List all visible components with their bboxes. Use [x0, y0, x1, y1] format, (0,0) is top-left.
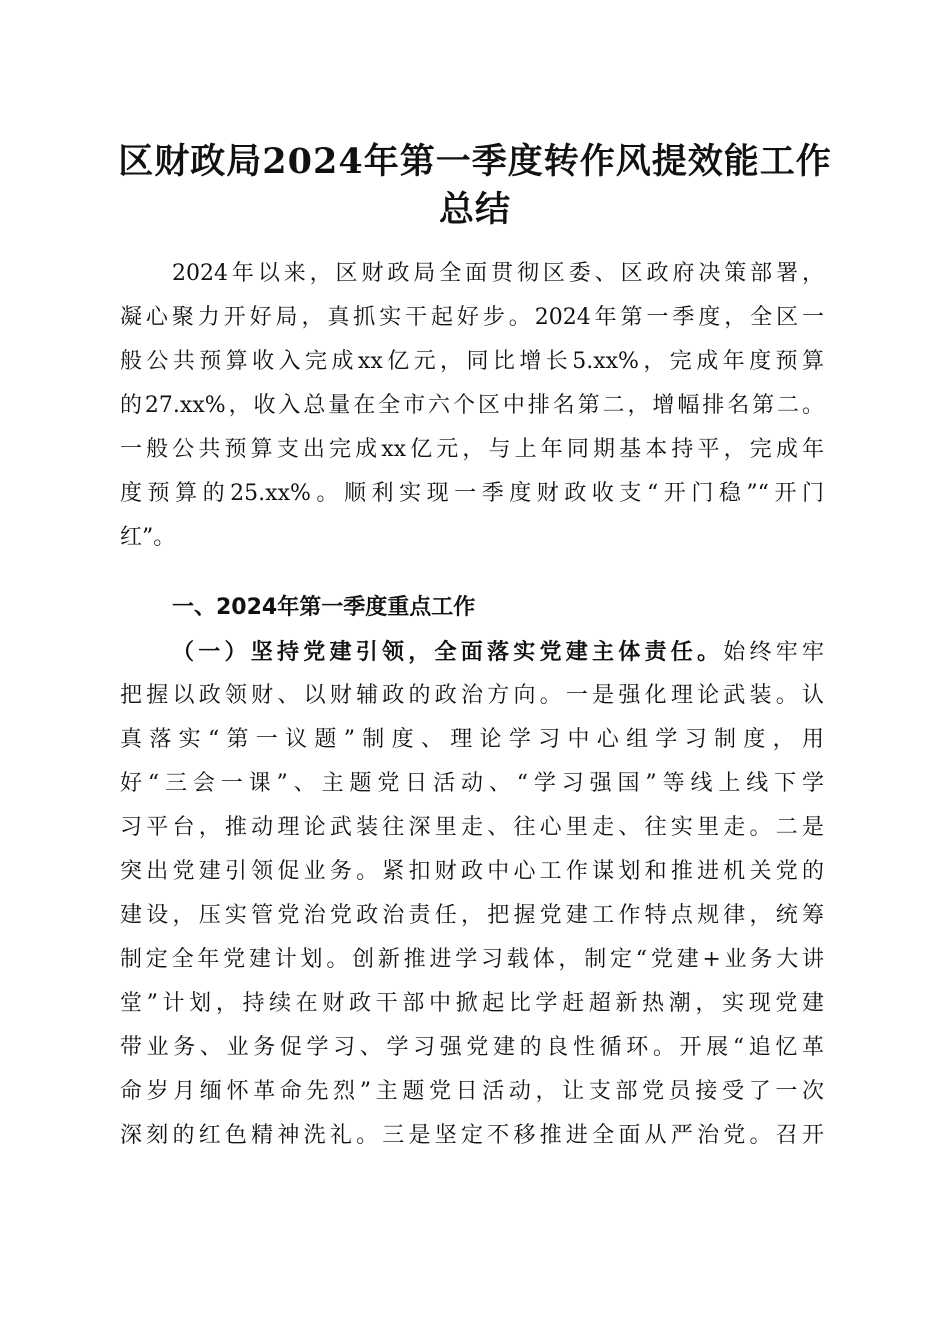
subsection-line-rest: 始终牢牢 — [723, 640, 824, 665]
body-line: 好“三会一课”、主题党日活动、“学习强国”等线上线下学 — [120, 771, 824, 796]
section-heading: 一、2024年第一季度重点工作 — [172, 595, 476, 620]
body-line: 制定全年党建计划。创新推进学习载体，制定“党建+业务大讲 — [120, 947, 824, 972]
body-line: 堂”计划，持续在财政干部中掀起比学赶超新热潮，实现党建 — [120, 991, 824, 1016]
intro-line: 的27.xx%，收入总量在全市六个区中排名第二，增幅排名第二。 — [120, 393, 824, 418]
body-line: 突出党建引领促业务。紧扣财政中心工作谋划和推进机关党的 — [120, 859, 824, 884]
body-line: 命岁月缅怀革命先烈”主题党日活动，让支部党员接受了一次 — [120, 1079, 824, 1104]
body-line: 把握以政领财、以财辅政的政治方向。一是强化理论武装。认 — [120, 683, 824, 708]
intro-line: 度预算的25.xx%。顺利实现一季度财政收支“开门稳”“开门 — [120, 481, 824, 506]
intro-line: 2024年以来，区财政局全面贯彻区委、区政府决策部署， — [172, 261, 824, 286]
body-line: 真落实“第一议题”制度、理论学习中心组学习制度，用 — [120, 727, 824, 752]
intro-line: 红”。 — [120, 525, 176, 550]
body-line: 带业务、业务促学习、学习强党建的良性循环。开展“追忆革 — [120, 1035, 824, 1060]
document-title-continued: 总结 — [438, 189, 511, 230]
intro-line: 般公共预算收入完成xx亿元，同比增长5.xx%，完成年度预算 — [120, 349, 824, 374]
document-title: 区财政局2024年第一季度转作风提效能工作 — [118, 141, 832, 182]
subsection-lead: （一）坚持党建引领，全面落实党建主体责任。 — [172, 639, 724, 665]
body-line: 深刻的红色精神洗礼。三是坚定不移推进全面从严治党。召开 — [120, 1123, 824, 1148]
body-line: 习平台，推动理论武装往深里走、往心里走、往实里走。二是 — [120, 815, 824, 840]
subsection-first-line — [172, 632, 824, 672]
body-line: 建设，压实管党治党政治责任，把握党建工作特点规律，统筹 — [120, 903, 824, 928]
intro-line: 凝心聚力开好局，真抓实干起好步。2024年第一季度，全区一 — [120, 305, 824, 330]
intro-line: 一般公共预算支出完成xx亿元，与上年同期基本持平，完成年 — [120, 437, 824, 462]
